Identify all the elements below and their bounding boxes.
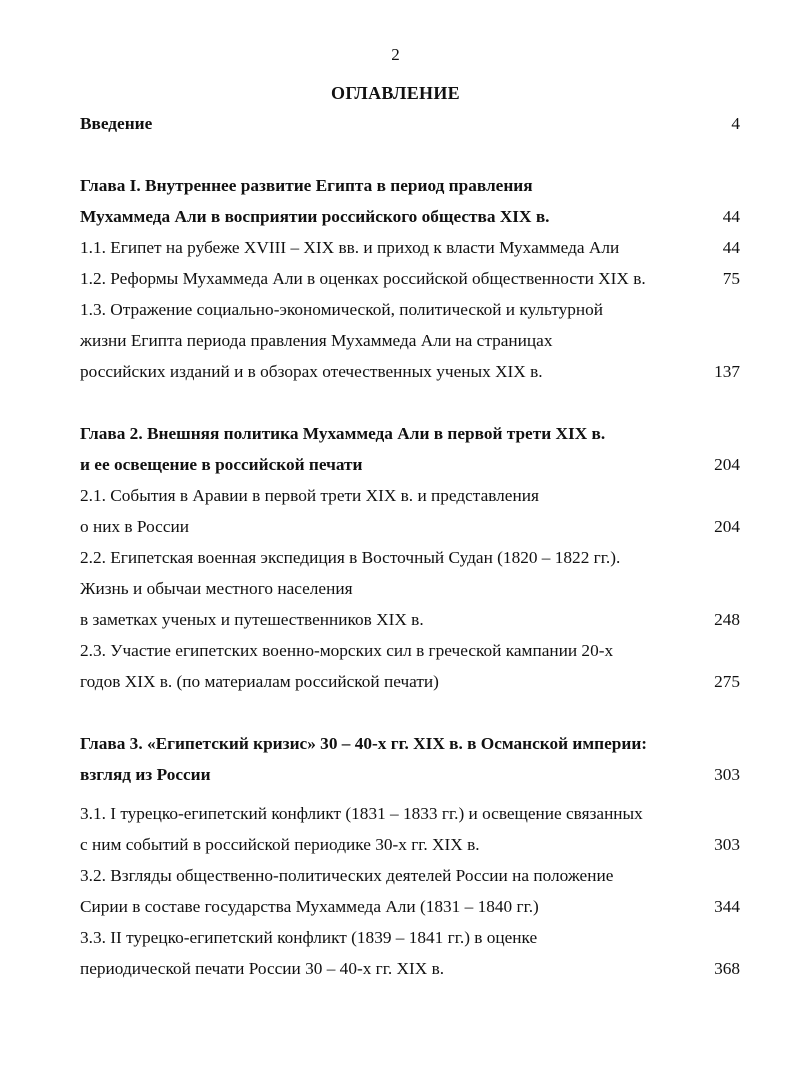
toc-entry-text: Глава 2. Внешняя политика Мухаммеда Али в первой трети XIX в. bbox=[80, 424, 606, 443]
toc-entry-text: 1.1. Египет на рубеже XVIII – XIX вв. и приход к власти Мухаммеда Али bbox=[80, 238, 620, 257]
toc-entry-page: 275 bbox=[714, 672, 740, 691]
toc-entry-section-1-2 bbox=[80, 265, 740, 293]
toc-entry-page: 44 bbox=[722, 238, 740, 257]
toc-entry-text: взгляд из России bbox=[80, 765, 211, 784]
page-title: ОГЛАВЛЕНИЕ bbox=[331, 83, 460, 103]
toc-entry-text: российских изданий и в обзорах отечественных ученых XIX в. bbox=[80, 362, 543, 381]
toc-entry-text: 2.3. Участие египетских военно-морских сил в греческой кампании 20-х bbox=[80, 641, 614, 660]
toc-entry-section-1-1 bbox=[80, 234, 740, 262]
toc-entry-page: 344 bbox=[714, 897, 740, 916]
toc-entry-text: 3.1. I турецко-египетский конфликт (1831 – 1833 гг.) и освещение связанных bbox=[80, 804, 643, 823]
toc-entry-section-2-2-cont bbox=[80, 575, 740, 603]
toc-entry-section-2-2-end bbox=[80, 606, 740, 634]
toc-entry-text: с ним событий в российской периодике 30-х гг. XIX в. bbox=[80, 835, 480, 854]
toc-entry-section-2-3-end bbox=[80, 668, 740, 696]
toc-entry-page: 75 bbox=[722, 269, 740, 288]
toc-entry-section-1-3 bbox=[80, 296, 740, 324]
page-number: 2 bbox=[391, 45, 400, 64]
toc-entry-section-3-1 bbox=[80, 800, 740, 828]
toc-entry-section-3-3-end bbox=[80, 955, 740, 983]
toc-entry-chapter-3 bbox=[80, 761, 740, 789]
toc-entry-text: Глава I. Внутреннее развитие Египта в период правления bbox=[80, 176, 533, 195]
toc-entry-text: о них в России bbox=[80, 517, 189, 536]
toc-entry-introduction bbox=[80, 110, 740, 138]
toc-entry-section-3-2 bbox=[80, 862, 740, 890]
toc-entry-text: 1.3. Отражение социально-экономической, политической и культурной bbox=[80, 300, 603, 319]
toc-entry-text: годов XIX в. (по материалам российской печати) bbox=[80, 672, 439, 691]
toc-entry-text: 3.2. Взгляды общественно-политических деятелей России на положение bbox=[80, 866, 614, 885]
toc-entry-section-2-2 bbox=[80, 544, 740, 572]
toc-entry-page: 44 bbox=[722, 207, 740, 226]
toc-entry-page: 4 bbox=[731, 114, 740, 133]
toc-entry-text: Мухаммеда Али в восприятии российского общества XIX в. bbox=[80, 207, 550, 226]
toc-entry-text: Жизнь и обычаи местного населения bbox=[80, 579, 353, 598]
toc-entry-section-1-3-end bbox=[80, 358, 740, 386]
toc-entry-section-3-1-end bbox=[80, 831, 740, 859]
toc-entry-chapter-2-heading bbox=[80, 420, 740, 448]
toc-entry-page: 204 bbox=[714, 517, 740, 536]
toc-entry-page: 303 bbox=[714, 765, 740, 784]
toc-entry-text: 1.2. Реформы Мухаммеда Али в оценках российской общественности XIX в. bbox=[80, 269, 646, 288]
toc-entry-chapter-1 bbox=[80, 203, 740, 231]
toc-entry-section-3-3 bbox=[80, 924, 740, 952]
toc-entry-text: 3.3. II турецко-египетский конфликт (1839 – 1841 гг.) в оценке bbox=[80, 928, 538, 947]
toc-entry-chapter-1-heading bbox=[80, 172, 740, 200]
toc-entry-text: периодической печати России 30 – 40-х гг. XIX в. bbox=[80, 959, 445, 978]
toc-entry-text: Введение bbox=[80, 114, 153, 133]
toc-entry-section-2-3 bbox=[80, 637, 740, 665]
toc-entry-text: Сирии в составе государства Мухаммеда Али (1831 – 1840 гг.) bbox=[80, 897, 539, 916]
toc-entry-page: 303 bbox=[714, 835, 740, 854]
toc-entry-section-3-2-end bbox=[80, 893, 740, 921]
toc-entry-text: в заметках ученых и путешественников XIX в. bbox=[80, 610, 424, 629]
toc-entry-section-1-3-cont bbox=[80, 327, 740, 355]
toc-entry-page: 248 bbox=[714, 610, 740, 629]
toc-entry-section-2-1 bbox=[80, 482, 740, 510]
toc-entry-text: 2.2. Египетская военная экспедиция в Восточный Судан (1820 – 1822 гг.). bbox=[80, 548, 621, 567]
toc-entry-text: жизни Египта периода правления Мухаммеда Али на страницах bbox=[80, 331, 553, 350]
toc-entry-text: и ее освещение в российской печати bbox=[80, 455, 363, 474]
toc-entry-text: 2.1. События в Аравии в первой трети XIX в. и представления bbox=[80, 486, 539, 505]
toc-entry-page: 204 bbox=[714, 455, 740, 474]
toc-entry-page: 137 bbox=[714, 362, 740, 381]
toc-entry-text: Глава 3. «Египетский кризис» 30 – 40-х гг. XIX в. в Османской империи: bbox=[80, 734, 648, 753]
toc-entry-section-2-1-end bbox=[80, 513, 740, 541]
toc-entry-page: 368 bbox=[714, 959, 740, 978]
toc-entry-chapter-3-heading bbox=[80, 730, 740, 758]
toc-entry-chapter-2 bbox=[80, 451, 740, 479]
